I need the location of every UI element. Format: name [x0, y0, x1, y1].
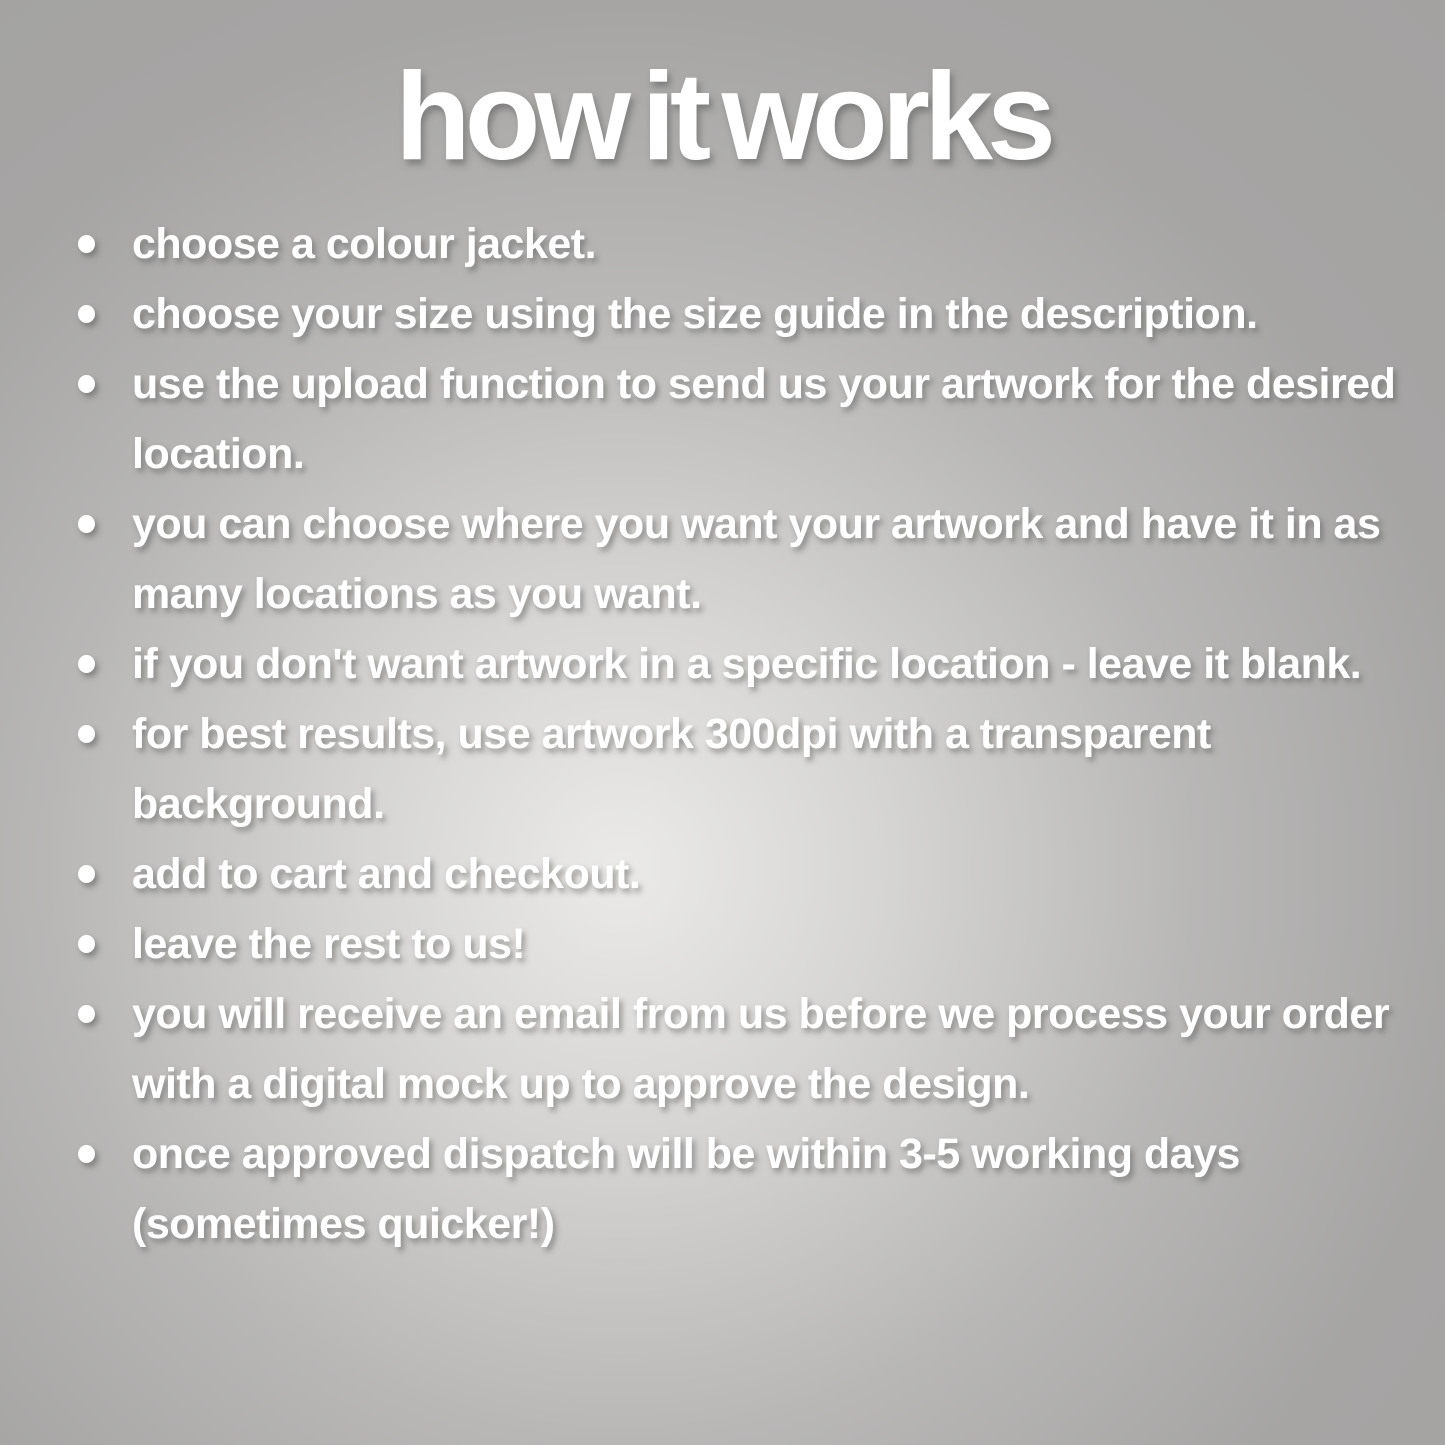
list-item-text: you can choose where you want your artwork and have it in as many locations as you want. [132, 500, 1381, 618]
bullet-icon [78, 655, 95, 673]
bullet-icon [78, 515, 95, 533]
bullet-icon [78, 935, 95, 953]
list-item [40, 1119, 1400, 1259]
list-item-text: you will receive an email from us before we process your order with a digital mock up to approve the design. [132, 990, 1390, 1108]
bullet-icon [78, 1005, 95, 1023]
list-item-text: choose your size using the size guide in the description. [132, 290, 1258, 338]
list-item-text: use the upload function to send us your artwork for the desired location. [132, 360, 1396, 478]
list-item-text: add to cart and checkout. [132, 850, 641, 898]
bullet-icon [78, 375, 95, 393]
bullet-icon [78, 1145, 95, 1163]
list-item-text: if you don't want artwork in a specific location - leave it blank. [132, 640, 1362, 688]
bullet-icon [78, 305, 95, 323]
list-item [40, 909, 1400, 979]
list-item [40, 279, 1400, 349]
list-item [40, 349, 1400, 489]
list-item-text: choose a colour jacket. [132, 220, 597, 268]
list-item [40, 979, 1400, 1119]
list-item [40, 209, 1400, 279]
list-item [40, 489, 1400, 629]
list-item-text: once approved dispatch will be within 3-5 working days (sometimes quicker!) [132, 1130, 1240, 1248]
list-item-text: leave the rest to us! [132, 920, 526, 968]
bullet-icon [78, 235, 95, 253]
list-item [40, 699, 1400, 839]
bullet-icon [78, 725, 95, 743]
bullet-icon [78, 865, 95, 883]
list-item [40, 839, 1400, 909]
page-title: how it works [395, 48, 1050, 186]
list-item [40, 629, 1400, 699]
steps-list [40, 209, 1405, 1259]
list-item-text: for best results, use artwork 300dpi with a transparent background. [132, 710, 1211, 828]
